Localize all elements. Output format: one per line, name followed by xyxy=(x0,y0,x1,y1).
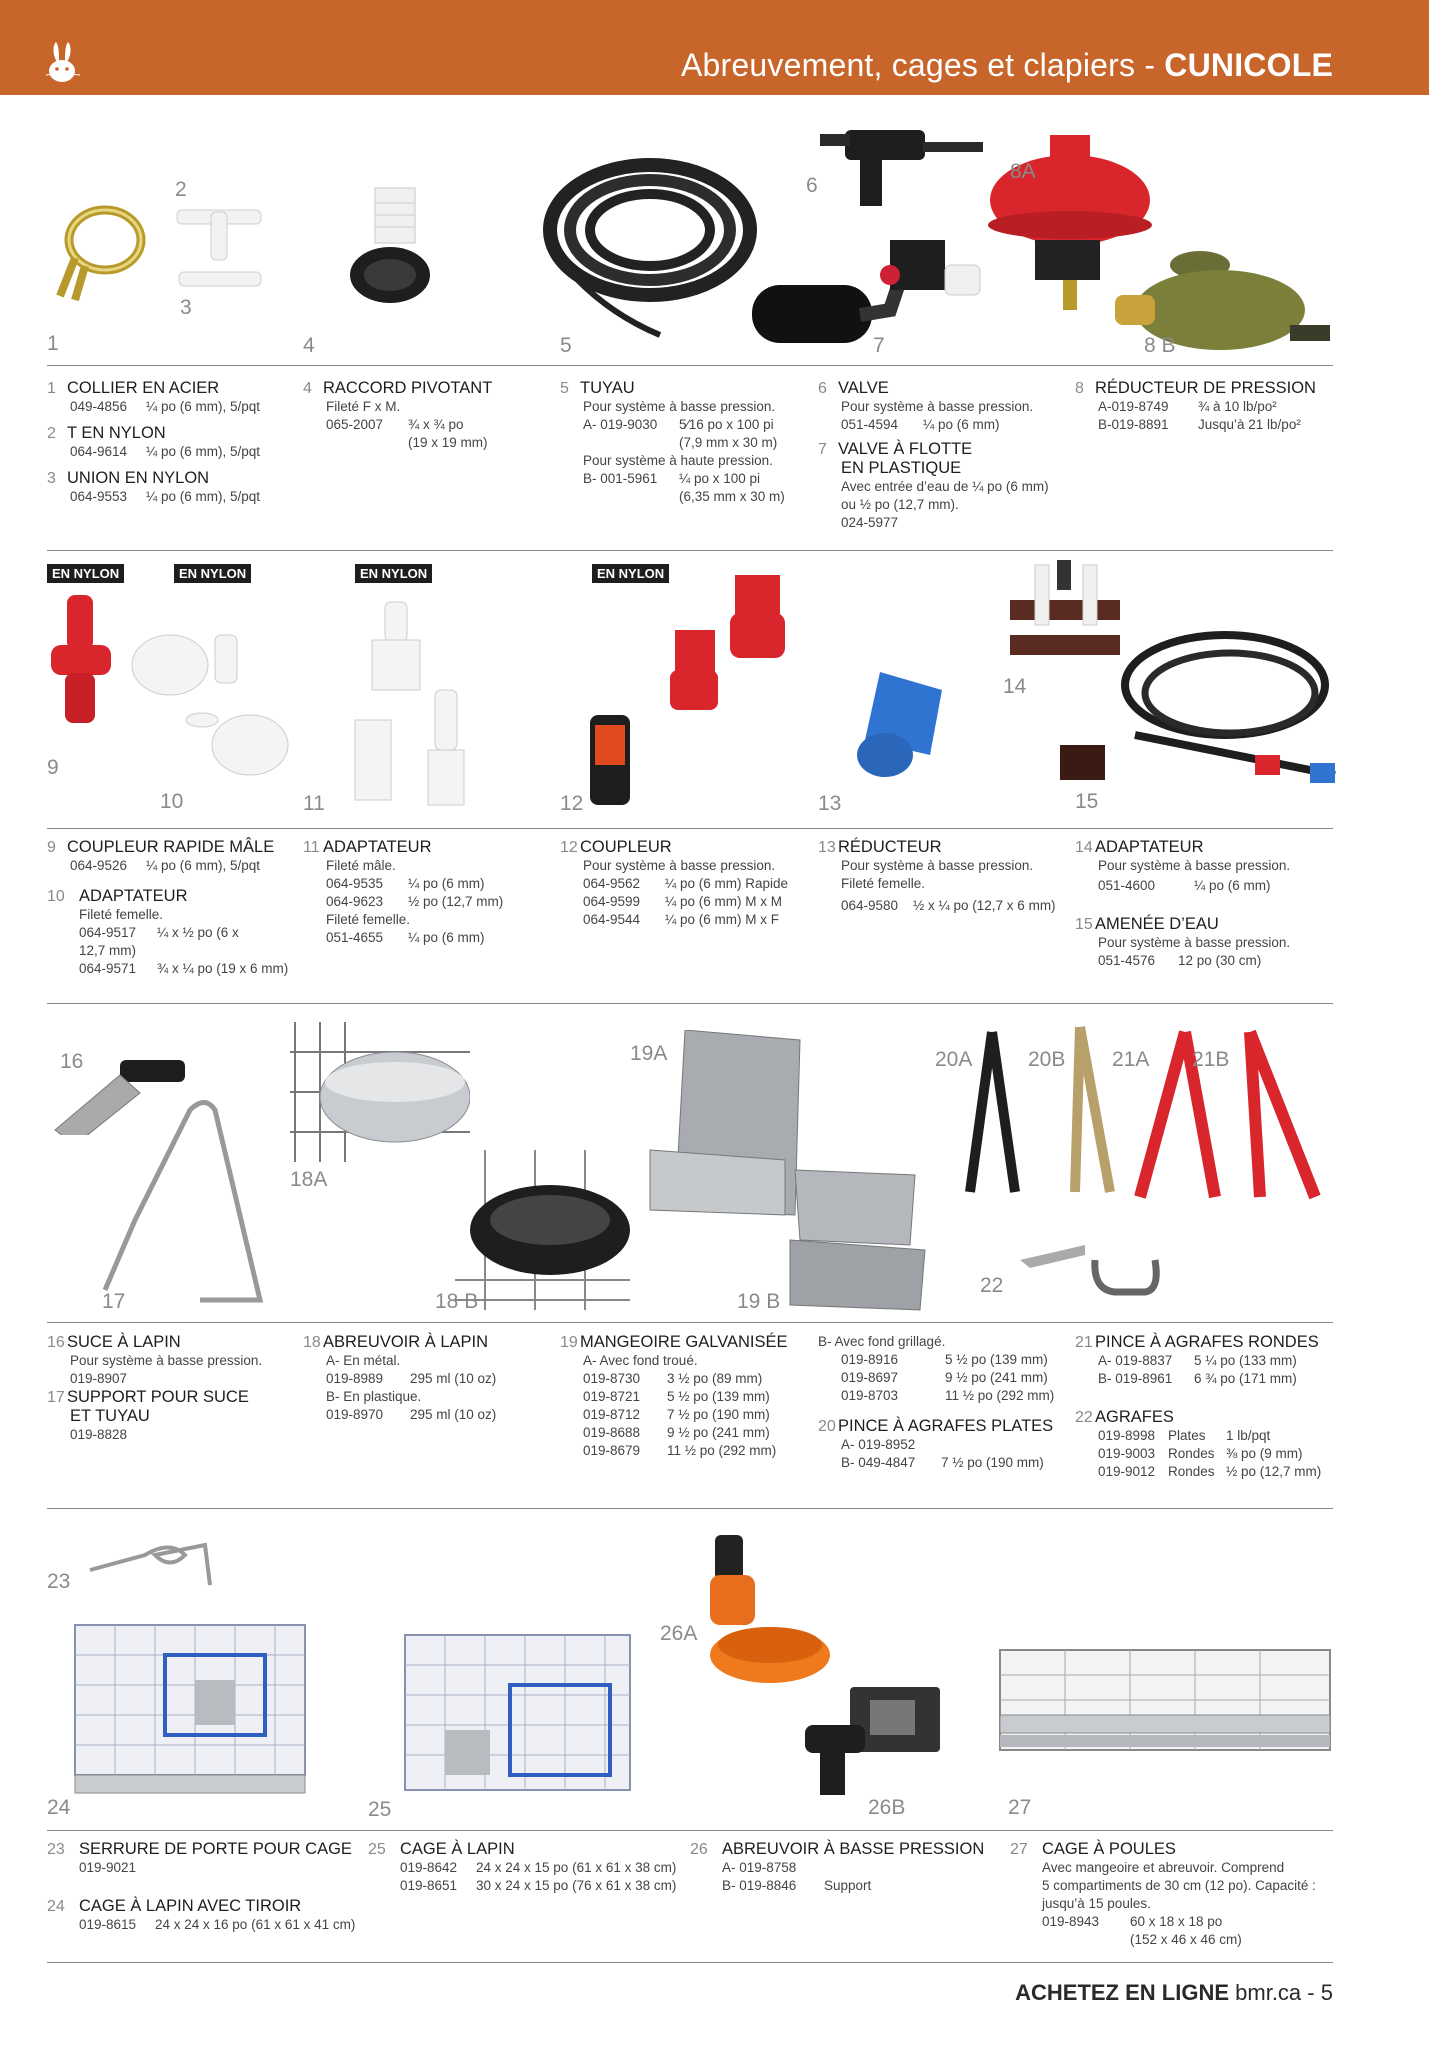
product-21-22: 21 PINCE À AGRAFES RONDES A- 019-8837 5 ¼ po (133 mm) B- 019-8961 6 ¾ po (171 mm) 22 AGRAFES 019-8998 Plates 1 lb/pqt 019-9003 Rondes ⅜ po (9 mm) 019-9012 Rondes ½ po (12,7 mm) xyxy=(1075,1333,1322,1479)
callout-18b: 18 B xyxy=(435,1290,479,1313)
waterer-support-image xyxy=(800,1685,945,1800)
nipple-support-image xyxy=(95,1090,270,1310)
rabbit-icon xyxy=(44,40,84,90)
product-11: 11 ADAPTATEUR Fileté mâle. 064-9535 ¼ po (6 mm) 064-9623 ½ po (12,7 mm) Fileté femelle. 051-4655 ¼ po (6 mm) xyxy=(303,838,504,945)
rabbit-cage-drawer-image xyxy=(70,1615,315,1800)
callout-22: 22 xyxy=(980,1274,1004,1297)
callout-1: 1 xyxy=(47,332,59,355)
callout-24: 24 xyxy=(47,1796,71,1819)
product-18: 18 ABREUVOIR À LAPIN A- En métal. 019-8989 295 ml (10 oz) B- En plastique. 019-8970 295 ml (10 oz) xyxy=(303,1333,497,1422)
callout-19a: 19A xyxy=(630,1042,668,1065)
valve-image xyxy=(815,120,990,210)
rabbit-cage-image xyxy=(400,1630,635,1800)
product-5: 5 TUYAU Pour système à basse pression. A- 019-9030 5⁄16 po x 100 pi (7,9 mm x 30 m) Pour système à haute pression. B- 001-5961 ¼ po x 100 pi (6,35 mm x 30 m) xyxy=(560,379,785,504)
clips-image xyxy=(1015,1240,1165,1305)
galvanized-feeder-b-image xyxy=(785,1165,930,1315)
website-link[interactable]: bmr.ca xyxy=(1235,1980,1302,2005)
product-6-7: 6 VALVE Pour système à basse pression. 051-4594 ¼ po (6 mm) 7 VALVE À FLOTTE EN PLASTIQUE Avec entrée d’eau de ¼ po (6 mm) ou ½ po (12,7 mm). 024-5977 xyxy=(818,379,1049,530)
page-title: Abreuvement, cages et clapiers - CUNICOLE xyxy=(681,47,1333,83)
product-1: 1 COLLIER EN ACIER 049-4856 ¼ po (6 mm), 5/pqt 2 T EN NYLON 064-9614 ¼ po (6 mm), 5/pqt 3 UNION EN NYLON 064-9553 ¼ po (6 mm), 5/pqt xyxy=(47,379,261,504)
nylon-badge: EN NYLON xyxy=(592,564,669,583)
chicken-cage-image xyxy=(995,1645,1335,1765)
callout-20a: 20A xyxy=(935,1048,973,1071)
callout-6: 6 xyxy=(806,174,818,197)
product-19b-20: B- Avec fond grillagé. 019-8916 5 ½ po (139 mm) 019-8697 9 ½ po (241 mm) 019-8703 11 ½ po (292 mm) 20 PINCE À AGRAFES PLATES A- 019-8952 B- 049-4847 7 ½ po (190 mm) xyxy=(818,1334,1055,1470)
product-4: 4 RACCORD PIVOTANT Fileté F x M. 065-2007 ¾ x ¾ po (19 x 19 mm) xyxy=(303,379,493,450)
callout-21a: 21A xyxy=(1112,1048,1150,1071)
callout-7: 7 xyxy=(873,334,885,357)
pressure-reducer-green-image xyxy=(1110,245,1330,365)
male-adapter-image xyxy=(340,600,490,810)
section-divider xyxy=(47,1508,1333,1509)
callout-9: 9 xyxy=(47,756,59,779)
callout-14: 14 xyxy=(1003,675,1027,698)
callout-12: 12 xyxy=(560,792,584,815)
product-26: 26 ABREUVOIR À BASSE PRESSION A- 019-8758 B- 019-8846 Support xyxy=(690,1840,985,1893)
callout-26a: 26A xyxy=(660,1622,698,1645)
nylon-badge: EN NYLON xyxy=(47,564,124,583)
page-header xyxy=(0,0,1429,95)
callout-21b: 21B xyxy=(1192,1048,1230,1071)
door-lock-image xyxy=(85,1525,225,1595)
product-16-17: 16 SUCE À LAPIN Pour système à basse pression. 019-8907 17 SUPPORT POUR SUCE ET TUYAU 019-8828 xyxy=(47,1333,263,1442)
section-divider xyxy=(47,1322,1333,1323)
callout-4: 4 xyxy=(303,334,315,357)
callout-13: 13 xyxy=(818,792,842,815)
product-13: 13 RÉDUCTEUR Pour système à basse pression. Fileté femelle. 064-9580 ½ x ¼ po (12,7 x 6 mm) xyxy=(818,838,1056,913)
callout-5: 5 xyxy=(560,334,572,357)
nylon-badge: EN NYLON xyxy=(355,564,432,583)
product-23-24: 23 SERRURE DE PORTE POUR CAGE 019-9021 24 CAGE À LAPIN AVEC TIROIR 019-8615 24 x 24 x 16 po (61 x 61 x 41 cm) xyxy=(47,1840,356,1932)
callout-18a: 18A xyxy=(290,1168,328,1191)
shop-online-label: ACHETEZ EN LIGNE xyxy=(1015,1980,1230,2005)
male-coupler-image xyxy=(45,595,120,735)
page-number: 5 xyxy=(1320,1980,1333,2005)
plastic-waterer-image xyxy=(455,1150,630,1310)
nylon-badge: EN NYLON xyxy=(174,564,251,583)
product-12: 12 COUPLEUR Pour système à basse pression. 064-9562 ¼ po (6 mm) Rapide 064-9599 ¼ po (6 mm) M x M 064-9544 ¼ po (6 mm) M x F xyxy=(560,838,789,927)
product-19: 19 MANGEOIRE GALVANISÉE A- Avec fond troué. 019-8730 3 ½ po (89 mm) 019-8721 5 ½ po (139 mm) 019-8712 7 ½ po (190 mm) 019-8688 9 ½ po (241 mm) 019-8679 11 ½ po (292 mm) xyxy=(560,1333,788,1458)
callout-3: 3 xyxy=(180,296,192,319)
callout-19b: 19 B xyxy=(737,1290,781,1313)
product-27: 27 CAGE À POULES Avec mangeoire et abreuvoir. Comprend 5 compartiments de 30 cm (12 po). Capacité : jusqu’à 15 poules. 019-8943 60 x 18 x 18 po (152 x 46 x 46 cm) xyxy=(1010,1840,1316,1947)
section-divider xyxy=(47,1962,1333,1963)
callout-23: 23 xyxy=(47,1570,71,1593)
callout-11: 11 xyxy=(303,792,325,815)
swivel-fitting-image xyxy=(335,183,435,308)
callout-10: 10 xyxy=(160,790,184,813)
galvanized-feeder-a-image xyxy=(645,1030,805,1220)
callout-2: 2 xyxy=(175,178,187,201)
reducer-blue-image xyxy=(850,670,950,780)
callout-26b: 26B xyxy=(868,1796,906,1819)
section-divider xyxy=(47,1003,1333,1004)
steel-hose-clamp-image xyxy=(55,188,155,308)
section-divider xyxy=(47,365,1333,366)
coupler-image xyxy=(585,575,800,810)
callout-8b: 8 B xyxy=(1144,334,1176,357)
callout-27: 27 xyxy=(1008,1796,1032,1819)
product-8: 8 RÉDUCTEUR DE PRESSION A-019-8749 ¾ à 10 lb/po² B-019-8891 Jusqu’à 21 lb/po² xyxy=(1075,379,1316,432)
section-divider xyxy=(47,828,1333,829)
callout-20b: 20B xyxy=(1028,1048,1066,1071)
nylon-tee-union-image xyxy=(175,200,265,295)
section-divider xyxy=(47,550,1333,551)
callout-17: 17 xyxy=(102,1290,126,1313)
product-9-10: 9 COUPLEUR RAPIDE MÂLE 064-9526 ¼ po (6 mm), 5/pqt 10 ADAPTATEUR Fileté femelle. 064-9517 ¼ x ½ po (6 x 12,7 mm) 064-9571 ¾ x ¼ po (19 x 6 mm) xyxy=(47,838,289,976)
metal-waterer-image xyxy=(290,1022,470,1162)
callout-25: 25 xyxy=(368,1798,392,1821)
float-valve-image xyxy=(750,235,990,350)
female-adapter-image xyxy=(130,625,290,785)
section-divider xyxy=(47,1830,1333,1831)
product-14-15: 14 ADAPTATEUR Pour système à basse pression. 051-4600 ¼ po (6 mm) 15 AMENÉE D’EAU Pour système à basse pression. 051-4576 12 po (30 cm) xyxy=(1075,838,1291,968)
callout-16: 16 xyxy=(60,1050,84,1073)
product-25: 25 CAGE À LAPIN 019-8642 24 x 24 x 15 po (61 x 61 x 38 cm) 019-8651 30 x 24 x 15 po (76 x 61 x 38 cm) xyxy=(368,1840,677,1893)
callout-15: 15 xyxy=(1075,790,1099,813)
callout-8a: 8A xyxy=(1010,160,1036,183)
hose-coil-image xyxy=(540,150,760,340)
page-footer: ACHETEZ EN LIGNE bmr.ca - 5 xyxy=(1015,1980,1333,2005)
water-line-image xyxy=(1055,625,1345,790)
